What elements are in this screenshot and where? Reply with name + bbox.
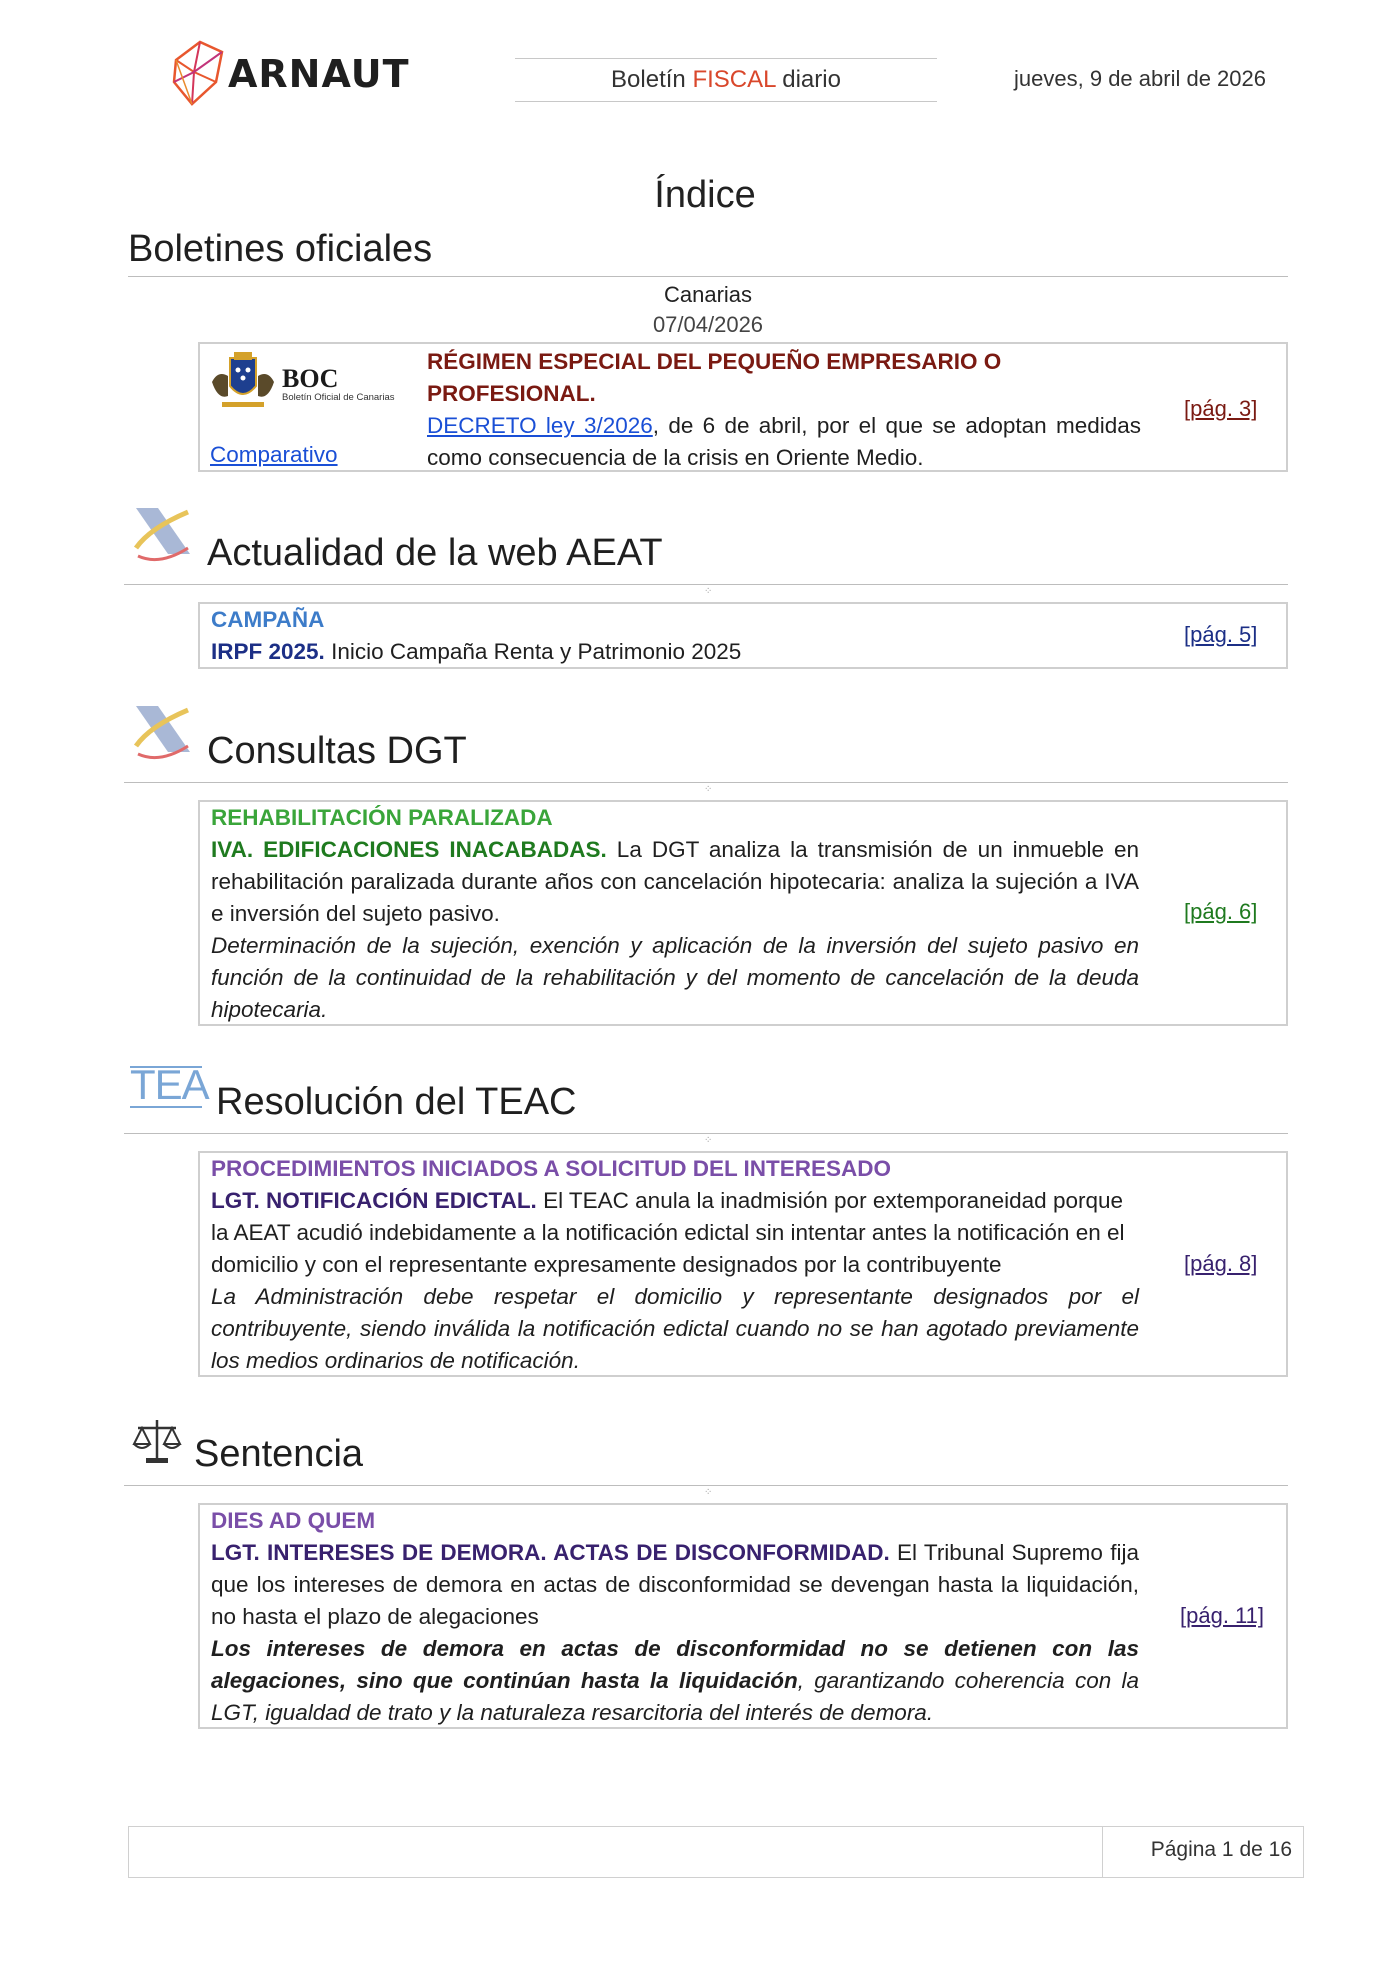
aeat-bold: IRPF 2025. — [211, 639, 325, 664]
section-title-boletines: Boletines oficiales — [128, 228, 433, 270]
dgt-text — [211, 834, 1139, 930]
teac-category: PROCEDIMIENTOS INICIADOS A SOLICITUD DEL INTERESADO — [211, 1156, 892, 1181]
dgt-italic: Determinación de la sujeción, exención y aplicación de la inversión del sujeto pasivo en función de la continuidad de la rehabilitación y del momento de cancelación de la deuda hipotecaria. — [211, 933, 1139, 1022]
arnaut-logo-icon — [170, 38, 228, 108]
boc-entry-body — [427, 346, 1141, 474]
anchor-mark-icon: ⁘ — [704, 784, 713, 795]
sentencia-entry-body — [211, 1505, 1139, 1729]
footer-divider — [1102, 1826, 1103, 1878]
page-ref-teac[interactable]: [pág. 8] — [1184, 1251, 1258, 1276]
scales-of-justice-icon — [132, 1416, 182, 1466]
teac-text — [211, 1185, 1139, 1281]
aeat-text — [211, 636, 1131, 668]
page-ref-dgt[interactable]: [pág. 6] — [1184, 899, 1258, 924]
arnaut-logo — [170, 38, 410, 108]
boc-text — [427, 410, 1141, 474]
index-title: Índice — [654, 174, 756, 216]
page-ref-boc[interactable]: [pág. 3] — [1184, 396, 1258, 421]
anchor-mark-icon: ⁘ — [704, 586, 713, 597]
dgt-bold: IVA. EDIFICACIONES INACABADAS. — [211, 837, 607, 862]
divider — [124, 1485, 1288, 1486]
aeat-text-rest: Inicio Campaña Renta y Patrimonio 2025 — [324, 639, 742, 664]
section-title-teac: Resolución del TEAC — [216, 1081, 577, 1123]
sentencia-category: DIES AD QUEM — [211, 1508, 376, 1533]
dgt-entry-body — [211, 802, 1139, 1026]
aeat-category: CAMPAÑA — [211, 607, 325, 632]
teac-text-rest: El TEAC anula la inadmisión por extemporaneidad porque la AEAT acudió indebidamente a la notificación edictal sin intentar antes la notificación en el domicilio y con el representante expresamente designados por la contribuyente — [211, 1188, 1125, 1277]
sentencia-text-rest: El Tribunal Supremo fija que los intereses de demora en actas de disconformidad se devengan hasta la liquidación, no hasta el plazo de alegaciones — [211, 1540, 1139, 1629]
dgt-text-rest: La DGT analiza la transmisión de un inmueble en rehabilitación paralizada durante años con cancelación hipotecaria: analiza la sujeción a IVA e inversión del sujeto pasivo. — [211, 837, 1140, 926]
teac-italic: La Administración debe respetar el domicilio y representante designados por el contribuyente, siendo inválida la notificación edictal cuando no se han agotado previamente los medios ordinarios de notificación. — [211, 1284, 1139, 1373]
footer — [128, 1826, 1304, 1878]
teac-icon — [130, 1061, 209, 1110]
dgt-icon — [130, 702, 196, 764]
bulletin-prefix: Boletín — [611, 66, 693, 93]
arnaut-logo-text: ARNAUT — [228, 52, 410, 96]
sentencia-text — [211, 1537, 1139, 1633]
header-date: jueves, 9 de abril de 2026 — [1014, 66, 1266, 91]
canarias-shield-icon — [210, 352, 276, 410]
divider — [124, 1133, 1288, 1134]
boc-logo-text: BOC — [282, 364, 339, 393]
sentencia-italic: , garantizando coherencia con la LGT, igualdad de trato y la naturaleza resarcitoria del interés de demora. — [211, 1668, 1139, 1725]
dgt-category: REHABILITACIÓN PARALIZADA — [211, 805, 553, 830]
section-title-dgt: Consultas DGT — [207, 730, 467, 772]
teac-icon-text: TEA — [130, 1061, 209, 1108]
anchor-mark-icon: ⁘ — [704, 1135, 713, 1146]
teac-bold: LGT. NOTIFICACIÓN EDICTAL. — [211, 1188, 537, 1213]
teac-icon-line — [130, 1066, 202, 1068]
section-title-sentencia: Sentencia — [194, 1433, 364, 1475]
page-number: Página 1 de 16 — [1150, 1838, 1292, 1861]
boc-logo-subtitle: Boletín Oficial de Canarias — [282, 392, 395, 403]
anchor-mark-icon: ⁘ — [704, 1487, 713, 1498]
boc-heading: RÉGIMEN ESPECIAL DEL PEQUEÑO EMPRESARIO O PROFESIONAL. — [427, 349, 1002, 406]
sentencia-summary — [211, 1633, 1139, 1729]
teac-entry-body — [211, 1153, 1139, 1377]
region-label: Canarias — [663, 282, 753, 307]
aeat-icon — [130, 504, 196, 566]
comparativo-link[interactable]: Comparativo — [210, 442, 338, 467]
boc-logo — [210, 350, 410, 410]
teac-icon-line — [130, 1106, 202, 1108]
aeat-entry-body — [211, 604, 1131, 668]
sentencia-bold: LGT. INTERESES DE DEMORA. ACTAS DE DISCONFORMIDAD. — [211, 1540, 890, 1565]
page-ref-sentencia[interactable]: [pág. 11] — [1180, 1603, 1264, 1628]
page-ref-aeat[interactable]: [pág. 5] — [1184, 622, 1258, 647]
decreto-link[interactable]: DECRETO ley 3/2026 — [427, 413, 653, 438]
section-title-aeat: Actualidad de la web AEAT — [207, 532, 663, 574]
boc-text-rest: , de 6 de abril, por el que se adoptan medidas como consecuencia de la crisis en Oriente Medio. — [427, 413, 1142, 470]
region-date: 07/04/2026 — [652, 312, 764, 337]
bulletin-fiscal: FISCAL — [692, 66, 776, 93]
divider — [124, 782, 1288, 783]
divider — [128, 276, 1288, 277]
divider — [124, 584, 1288, 585]
sentencia-bold-italic: Los intereses de demora en actas de disconformidad no se detienen con las alegaciones, sino que continúan hasta la liquidación — [211, 1636, 1139, 1693]
bulletin-suffix: diario — [775, 66, 841, 93]
bulletin-title — [515, 58, 937, 102]
